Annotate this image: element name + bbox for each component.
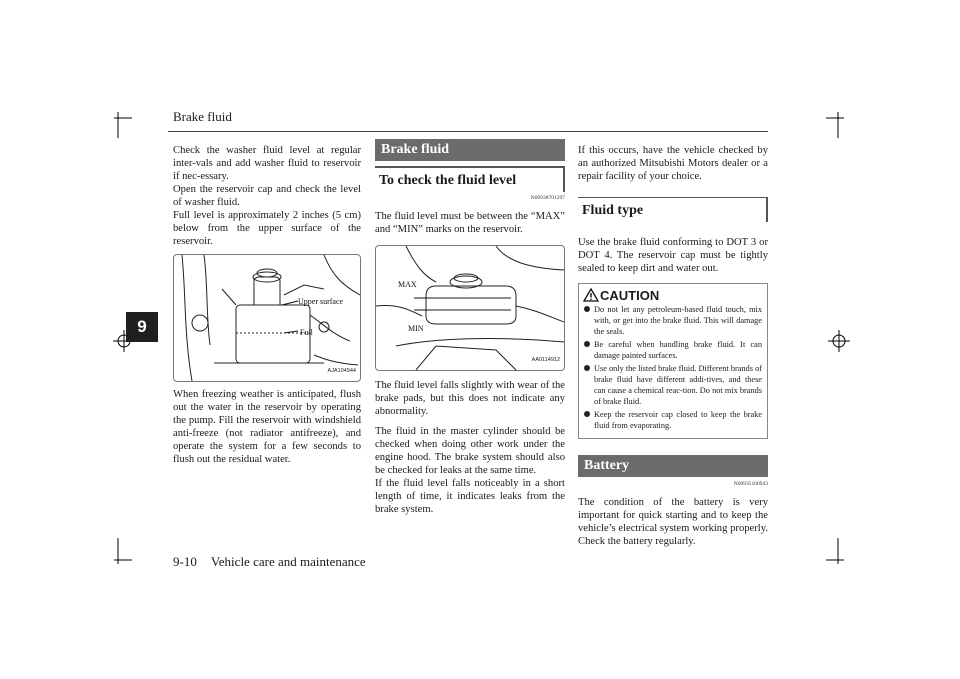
crop-mark-top-left: [108, 100, 132, 140]
footer-section-title: Vehicle care and maintenance: [210, 554, 366, 569]
header-rule: [168, 131, 768, 132]
section-code: N00935100943: [733, 481, 768, 487]
caution-box: [578, 283, 768, 439]
caution-item: Use only the listed brake fluid. Different brands of brake fluid have different addi-tives, and these can cause a chemical reac-tion. Do not mix brands of brake fluid.: [583, 363, 762, 407]
freezing-weather-text: When freezing weather is anticipated, flush out the water in the reservoir by operating the pump. Fill the reservoir with windshield anti-freeze (not radiator antifreeze), and operate the system for a few seconds to flush out the residual water.: [173, 389, 361, 465]
section-banner-brake-fluid: Brake fluid: [375, 139, 565, 161]
figure-code: AJA104944: [327, 368, 356, 374]
page-footer: [173, 554, 366, 570]
subheading-fluid-type: Fluid type: [578, 197, 768, 222]
section-code: N00938701297: [530, 195, 565, 201]
page-header-title: Brake fluid: [173, 109, 232, 124]
column-right: [578, 144, 768, 548]
washer-check-text: Check the washer fluid level at regular inter-vals and add washer fluid to reservoir if nec-essary.: [173, 145, 361, 182]
brake-reservoir-figure: [375, 245, 565, 371]
washer-reservoir-illustration: [174, 255, 360, 381]
brake-reservoir-illustration: [376, 246, 564, 370]
crop-mark-top-right: [826, 100, 850, 140]
label-min: MIN: [408, 324, 424, 333]
leak-warning-text: If the fluid level falls noticeably in a short length of time, it indicates leaks from the brake system.: [375, 478, 565, 515]
subheading-check-fluid-level: To check the fluid level: [375, 166, 565, 192]
dealer-check-text: If this occurs, have the vehicle checked by an authorized Mitsubishi Motors dealer or a repair facility of your choice.: [578, 145, 768, 182]
label-max: MAX: [398, 280, 417, 289]
battery-condition-text: The condition of the battery is very important for quick starting and to keep the vehicle’s electrical system working properly. Check the battery regularly.: [578, 497, 768, 547]
caution-item: Be careful when handling brake fluid. It can damage painted surfaces.: [583, 339, 762, 361]
column-middle: [375, 139, 565, 516]
fluid-level-between-text: The fluid level must be between the “MAX” and “MIN” marks on the reservoir.: [375, 211, 565, 235]
crop-mark-bottom-left: [108, 538, 132, 578]
crop-mark-bottom-right: [826, 538, 850, 578]
caution-item: Do not let any petroleum-based fluid touch, mix with, or get into the brake fluid. This will damage the seals.: [583, 304, 762, 337]
caution-heading: [583, 288, 762, 302]
section-banner-battery: Battery: [578, 455, 768, 477]
label-upper-surface: Upper surface: [298, 297, 344, 306]
column-left: [173, 144, 361, 466]
warning-triangle-icon: [583, 288, 599, 302]
washer-reservoir-figure: [173, 254, 361, 382]
chapter-tab: 9: [126, 312, 158, 342]
dot-spec-text: Use the brake fluid conforming to DOT 3 or DOT 4. The reservoir cap must be tightly sealed to keep dirt and water out.: [578, 237, 768, 274]
master-cylinder-check-text: The fluid in the master cylinder should be checked when doing other work under the engine hood. The brake system should also be checked for leaks at the same time.: [375, 426, 565, 476]
washer-full-level-text: Full level is approximately 2 inches (5 cm) below from the upper surface of the reservoir.: [173, 210, 361, 247]
caution-item: Keep the reservoir cap closed to keep the brake fluid from evaporating.: [583, 409, 762, 431]
caution-title: CAUTION: [600, 287, 660, 303]
label-full: Full: [300, 328, 313, 337]
washer-open-cap-text: Open the reservoir cap and check the level of washer fluid.: [173, 184, 361, 208]
caution-list: [583, 304, 762, 431]
fluid-level-falls-text: The fluid level falls slightly with wear of the brake pads, but this does not indicate any abnormality.: [375, 380, 565, 417]
registration-mark-right: [828, 330, 850, 352]
page-number: 9-10: [173, 554, 197, 569]
figure-code: AA0114912: [531, 357, 560, 363]
